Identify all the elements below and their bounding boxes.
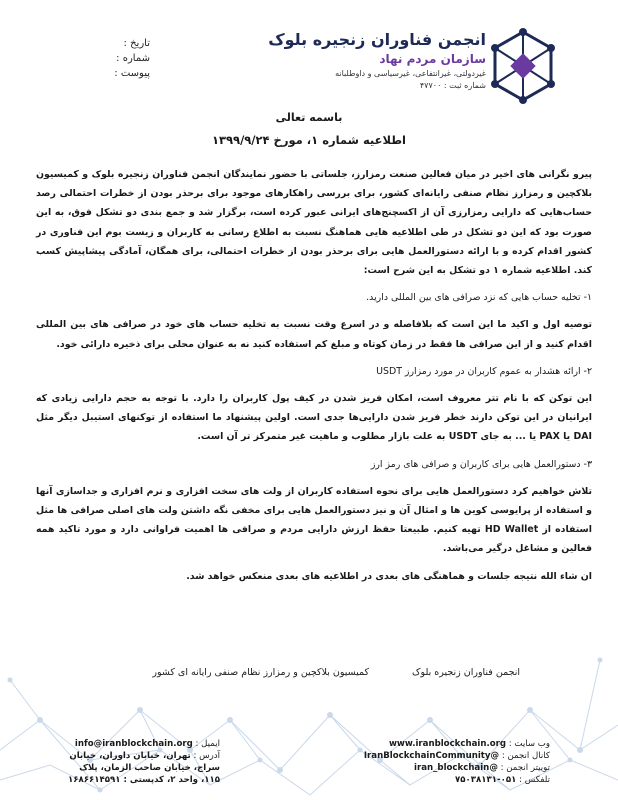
address-line1: تهران، خیابان داوران، خیابان [69,751,191,761]
twitter-link[interactable]: @iran_blockchain [414,763,498,773]
date-label: تاریخ : [123,38,150,49]
footer-website-row [370,738,550,750]
org-title: انجمن فناوران زنجیره بلوک [268,30,486,49]
website-label: وب سایت : [508,739,550,749]
announcement-title: اطلاعیه شماره ۱، مورخ ۱۳۹۹/۹/۲۴ [212,133,406,147]
website-link[interactable]: www.iranblockchain.org [388,739,507,749]
item3-title: ۳- دستورالعمل هایی برای کاربران و صرافی های رمز ارز [370,458,592,470]
intro-paragraph: پیرو نگرانی های اخیر در میان فعالین صنعت رمزارز، جلساتی با حضور نمایندگان انجمن فناوران زنجیره بلوک و کمیسیون بلاکچین و رمزارز نظام صنفی رایانه‌ای کشور، برای بررسی راهکارهای موجود برای برحذر بودن از خطرات احتمالی رصد حساب‌هایی که دارایی رمزارزی آن از اکسچنج‌های ایرانی عبور کرده است، برگزار شد و جمع بندی دو تشکل فوق، به این صورت بود که این دو تشکل در طی اطلاعیه هایی هماهنگ نسبت به اطلاع رسانی به کاربران و زیست بوم این فناوری در کشور اقدام کرده و با ارائه دستورالعمل هایی برای برحذر بودن از خطرات احتمالی، برای همگان، آمادگی پیشاپیش کسب کند. اطلاعیه شماره ۱ دو تشکل به این شرح است: [36,169,592,277]
signer-commission: کمیسیون بلاکچین و رمزارز نظام صنفی رایانه ای کشور [152,667,370,678]
org-identity [268,30,486,92]
footer-email-row [60,738,220,750]
address-label: آدرس : [193,751,220,761]
item3-body: تلاش خواهیم کرد دستورالعمل هایی برای نحوه استفاده کاربران از ولت های سخت افزاری و نرم افزاری و جداسازی آنها و استفاده از پرایوسی کوین ها و امثال آن و نیز دستورالعمل هایی برای مخفی نگه داشتن ولت های اصلی صرافی ها مثل استفاده از HD Wallet تهیه کنیم. طبیعتا حفظ ارزش دارایی مردم و صرافی ها اهمیت فراوانی دارد و مورد تاکید همه فعالین و مشاغل درگیر می‌باشد. [36,485,592,555]
org-subtitle: سازمان مردم نهاد [379,52,486,66]
org-registration: شماره ثبت : ۴۷۷۰۰ [419,81,486,90]
letter-meta [60,36,150,81]
footer-fax-row [370,774,550,786]
number-label: شماره : [116,53,150,64]
signer-association: انجمن فناوران زنجیره بلوک [412,667,520,678]
footer-channel-row [363,750,550,762]
item1-body: توصیه اول و اکید ما این است که بلافاصله و در اسرع وقت نسبت به تخلیه حساب های خود در صرافی های بین المللی اقدام کنید و از این صرافی ها فقط در زمان کوتاه و مبلغ کم استفاده کنید نه به عنوان محلی برای ذخیره دارائی خود. [36,319,592,350]
footer-address [60,738,220,786]
email-label: ایمیل : [195,739,220,749]
channel-link[interactable]: @IranBlockchainCommunity [363,751,500,761]
address-line2: سراج، خیابان صاحب الزمان، پلاک [79,763,220,773]
email-link[interactable]: info@iranblockchain.org [74,739,193,749]
letter-body [36,165,592,594]
invocation: باسمه تعالی [275,111,343,124]
item2-body: این توکن که با نام تتر معروف است، امکان فریز شدن در کیف پول کاربران را دارد. با توجه به حجم دارایی زیادی که ایرانیان در این توکن دارند خطر فریز شدن دارایی‌ها جدی است. اولین پیشنهاد ما استفاده از توکنهای استیبل دیگر مثل DAI یا PAX یا ... به جای USDT به علت بازار مطلوب و ماهیت غیر متمرکز تر آن است. [36,393,592,443]
footer-twitter-row [370,762,550,774]
channel-label: کانال انجمن : [501,751,550,761]
item2-title: ۲- ارائه هشدار به عموم کاربران در مورد رمزارز USDT [376,365,592,377]
org-tags: غیردولتی، غیرانتفاعی، غیرسیاسی و داوطلبانه [335,69,486,78]
item1-title: ۱- تخلیه حساب هایی که نزد صرافی های بین المللی دارید. [366,292,592,304]
footer-contacts [363,738,550,786]
fax-number: ۰۵۱-۷۵۰۳۸۱۳۱ [455,775,517,785]
fax-label: تلفکس : [519,775,550,785]
hexagon-network-logo-icon [488,28,558,108]
attachment-label: پیوست : [114,68,150,79]
address-line3: ۱۱۵، واحد ۲، کدپستی : ۱۶۸۶۶۱۴۵۹۱ [68,775,220,785]
twitter-label: توییتر انجمن : [500,763,550,773]
closing-paragraph: ان شاء الله نتیجه جلسات و هماهنگی های بعدی در اطلاعیه های بعدی منعکس خواهد شد. [186,570,592,582]
footer-address-row [60,750,220,762]
